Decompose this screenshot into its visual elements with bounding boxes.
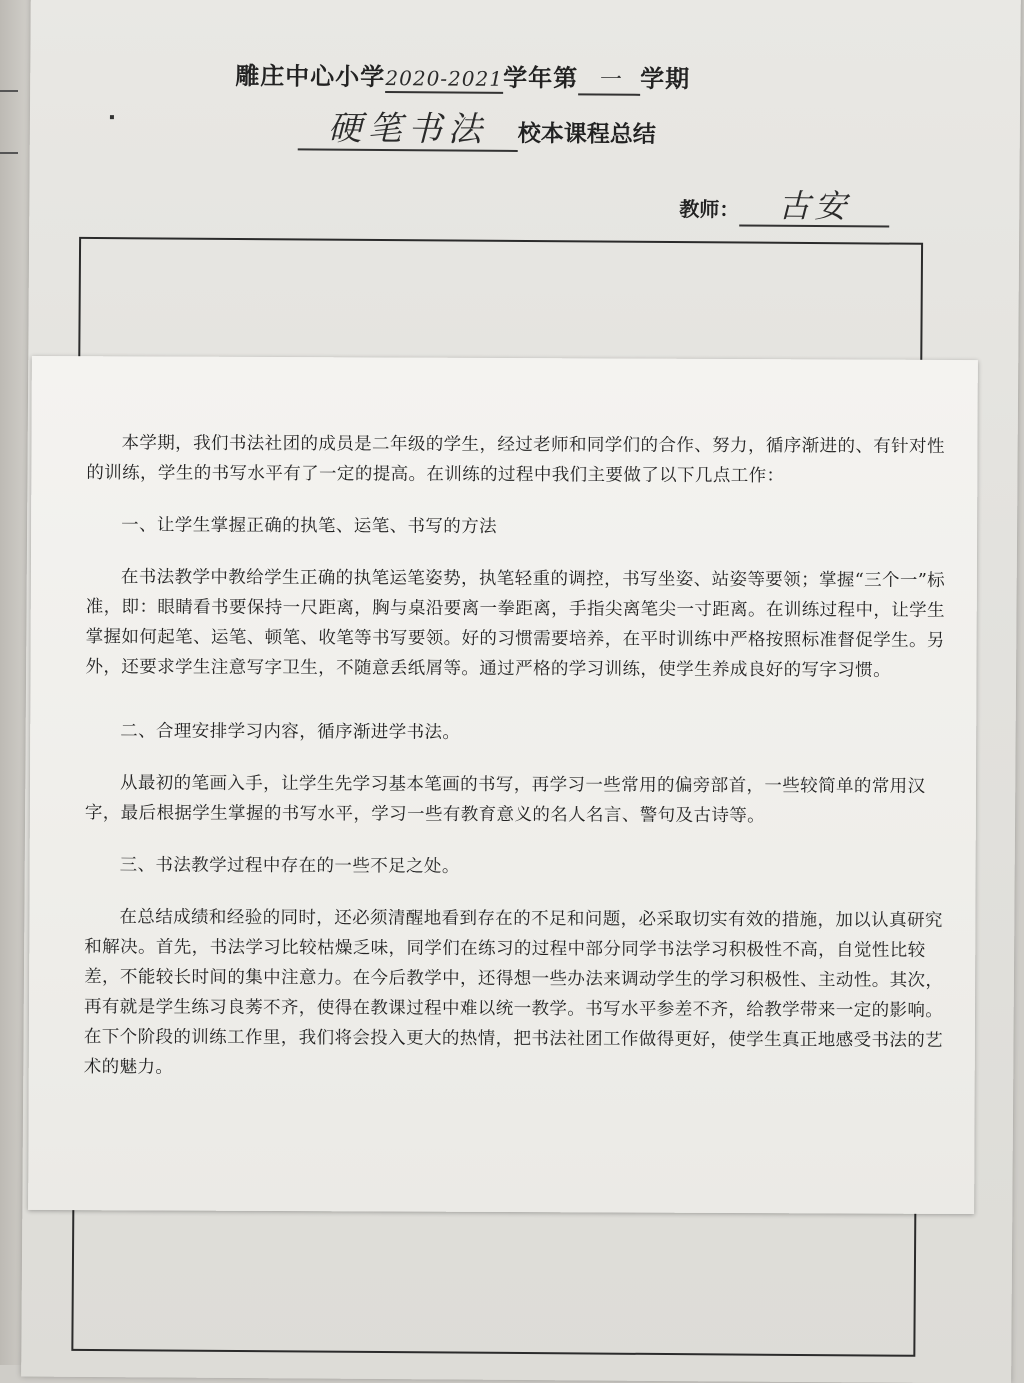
term-field: 一 xyxy=(578,67,640,95)
section-3-heading: 三、书法教学过程中存在的一些不足之处。 xyxy=(119,855,460,877)
course-name-field: 硬笔书法 xyxy=(298,108,518,152)
section-3-paragraph: 在总结成绩和经验的同时，还必须清醒地看到存在的不足和问题，必采取切实有效的措施，加以认真研究和解决。首先，书法学习比较枯燥乏味，同学们在练习的过程中部分同学书法学习积极性不高，自觉性比较差，不能较长时间的集中注意力。在今后教学中，还得想一些办法来调动学生的学习积极性、主动性。其次，再有就是学生练习良莠不齐，使得在教课过程中难以统一教学。书写水平参差不齐，给教学带来一定的影响。在下个阶段的训练工作里，我们将会投入更大的热情，把书法社团工作做得更好，使学生真正地感受书法的艺术的魅力。 xyxy=(83,907,944,1078)
section-2-heading: 二、合理安排学习内容，循序渐进学书法。 xyxy=(120,721,461,743)
section-1-paragraph: 在书法教学中教给学生正确的执笔运笔姿势，执笔轻重的调控，书写坐姿、站姿等要领；掌握“三个一”标准，即：眼睛看书要保持一尺距离，胸与桌沿要离一拳距离，手指尖离笔尖一寸距离。在训练过程中，让学生掌握如何起笔、运笔、顿笔、收笔等书写要领。好的习惯需要培养，在平时训练中严格按照标准督促学生。另外，还要求学生注意写字卫生，不随意丢纸屑等。通过严格的学习训练，使学生养成良好的写字习惯。 xyxy=(85,567,946,681)
course-suffix: 校本课程总结 xyxy=(517,120,656,148)
course-title xyxy=(298,108,656,152)
back-sheet-lines xyxy=(0,90,18,154)
term-suffix: 学期 xyxy=(640,64,691,94)
form-title xyxy=(235,56,855,97)
school-year-field: 2020-2021 xyxy=(385,65,503,94)
teacher-row xyxy=(679,186,889,227)
teacher-label: 教师： xyxy=(679,197,740,222)
ink-dot xyxy=(110,115,114,119)
section-1-heading: 一、让学生掌握正确的执笔、运笔、书写的方法 xyxy=(121,515,498,537)
year-suffix: 学年第 xyxy=(503,63,579,93)
section-2-paragraph: 从最初的笔画入手，让学生先学习基本笔画的书写，再学习一些常用的偏旁部首，一些较简单的常用汉字，最后根据学生掌握的书写水平，学习一些有教育意义的名人名言、警句及古诗等。 xyxy=(84,773,926,827)
pasted-summary-sheet xyxy=(28,356,978,1214)
intro-paragraph: 本学期，我们书法社团的成员是二年级的学生，经过老师和同学们的合作、努力，循序渐进的、有针对性的训练，学生的书写水平有了一定的提高。在训练的过程中我们主要做了以下几点工作： xyxy=(86,433,945,487)
school-name: 雕庄中心小学 xyxy=(235,61,386,92)
teacher-name-field: 古安 xyxy=(739,187,889,228)
summary-body xyxy=(84,428,947,1086)
